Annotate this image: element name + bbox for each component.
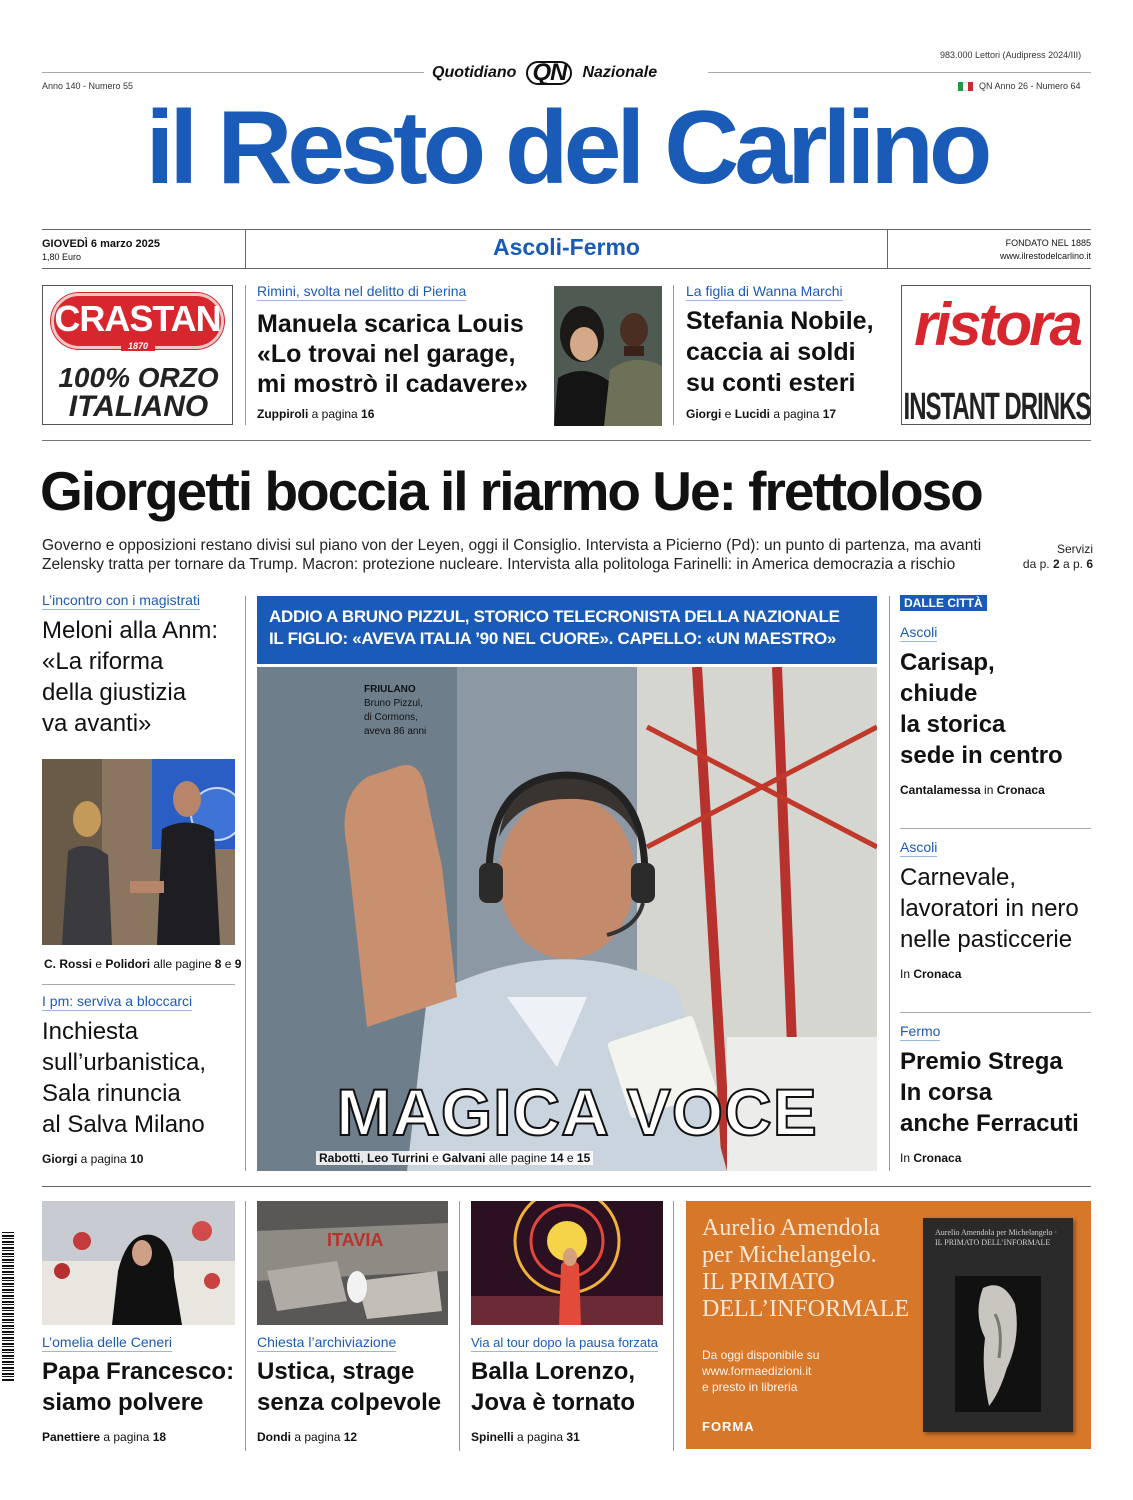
amendola-book-ad[interactable] xyxy=(686,1201,1091,1449)
ustica-wreck-drawing xyxy=(257,1201,448,1325)
caption-line-2: di Cormons, xyxy=(364,712,418,723)
services-pages: da p. 2 a p. 6 xyxy=(1022,557,1093,571)
pizzul-banner-line-2: IL FIGLIO: «AVEVA ITALIA ’90 NEL CUORE». CAPELLO: «UN MAESTRO» xyxy=(269,629,837,648)
masthead-title: il Resto del Carlino xyxy=(145,90,988,206)
couple-photo-drawing xyxy=(554,286,662,426)
jova-concert-drawing xyxy=(471,1201,663,1325)
top-left-story[interactable] xyxy=(257,283,547,428)
left-story-meloni[interactable] xyxy=(42,592,237,739)
carisap-headline-2: chiude xyxy=(900,680,978,707)
caption-line-3: aveva 86 anni xyxy=(364,726,427,737)
sala-headline-1: Inchiesta xyxy=(42,1018,139,1045)
left-story-sala[interactable] xyxy=(42,993,237,1166)
ustica-headline-1: Ustica, strage xyxy=(257,1358,415,1385)
book-cover xyxy=(923,1218,1073,1432)
caption-line-1: Bruno Pizzul, xyxy=(364,698,423,709)
amendola-info-3: e presto in libreria xyxy=(702,1380,798,1394)
meloni-photo xyxy=(42,759,235,945)
top-left-kicker: Rimini, svolta nel delitto di Pierina xyxy=(257,283,467,299)
ustica-headline-2: senza colpevole xyxy=(257,1389,442,1416)
jova-headline-1: Balla Lorenzo, xyxy=(471,1358,636,1385)
issue-price: 1,80 Euro xyxy=(42,252,82,262)
carisap-headline-4: sede in centro xyxy=(900,742,1063,769)
carisap-headline-1: Carisap, xyxy=(900,649,995,676)
barcode xyxy=(2,1232,14,1382)
dalle-citta-label: DALLE CITTÀ xyxy=(900,595,987,611)
ristora-ad[interactable] xyxy=(901,285,1091,429)
sala-kicker: I pm: serviva a bloccarci xyxy=(42,993,193,1009)
founded-year: FONDATO NEL 1885 xyxy=(1005,238,1091,248)
amendola-title-2: per Michelangelo. xyxy=(702,1242,877,1268)
pizzul-banner-line-1: ADDIO A BRUNO PIZZUL, STORICO TELECRONISTA DELLA NAZIONALE xyxy=(269,607,840,626)
right-story-carnevale[interactable] xyxy=(900,839,1091,981)
pizzul-banner[interactable] xyxy=(257,596,877,664)
sala-headline-3: Sala rinuncia xyxy=(42,1080,181,1107)
ceneri-drawing xyxy=(42,1201,235,1325)
papa-headline-1: Papa Francesco: xyxy=(42,1358,235,1385)
right-story-strega[interactable] xyxy=(900,1023,1091,1165)
ustica-kicker: Chiesta l’archiviazione xyxy=(257,1334,397,1350)
sala-byline: Giorgi a pagina 10 xyxy=(42,1152,144,1166)
main-subheadline-1: Governo e opposizioni restano divisi sul piano von der Leyen, oggi il Consiglio. Intervista a Picierno (Pd): un punto di partenza, ma avanti xyxy=(42,537,982,554)
qn-logo: QN xyxy=(526,61,572,85)
carnevale-byline: In Cronaca xyxy=(900,967,962,981)
amendola-title-1: Aurelio Amendola xyxy=(702,1215,880,1241)
main-subheadline-2: Zelensky tratta per tornare da Trump. Macron: protezione nucleare. Intervista alla politologa Farinelli: in America democrazia a rischio xyxy=(42,556,956,573)
jova-headline-2: Jova è tornato xyxy=(471,1389,636,1416)
bottom-story-ustica[interactable] xyxy=(257,1334,457,1444)
ustica-photo xyxy=(257,1201,448,1325)
ustica-byline: Dondi a pagina 12 xyxy=(257,1430,358,1444)
amendola-info-1: Da oggi disponibile su xyxy=(702,1348,820,1362)
main-headline[interactable]: Giorgetti boccia il riarmo Ue: frettoloso xyxy=(40,460,982,522)
meloni-headline-4: va avanti» xyxy=(42,710,152,737)
pizzul-credits: Rabotti, Leo Turrini e Galvani alle pagine 14 e 15 xyxy=(316,1151,593,1165)
ristora-subtitle: INSTANT DRINKS xyxy=(903,385,1091,429)
top-right-headline-1: Stefania Nobile, xyxy=(686,307,874,335)
papa-kicker: L’omelia delle Ceneri xyxy=(42,1334,172,1350)
meloni-kicker: L’incontro con i magistrati xyxy=(42,592,200,608)
strega-headline-1: Premio Strega xyxy=(900,1048,1063,1075)
qn-right-text: Nazionale xyxy=(582,64,658,81)
amendola-info-2[interactable]: www.formaedizioni.it xyxy=(702,1364,812,1378)
meloni-headline-3: della giustizia xyxy=(42,679,187,706)
strega-byline: In Cronaca xyxy=(900,1151,962,1165)
top-left-headline-2: «Lo trovai nel garage, xyxy=(257,340,516,368)
year-issue: Anno 140 - Numero 55 xyxy=(42,81,134,91)
papa-headline-2: siamo polvere xyxy=(42,1389,204,1416)
right-story-carisap[interactable] xyxy=(900,624,1091,797)
svg-text:ITAVIA: ITAVIA xyxy=(327,1230,384,1250)
meloni-anm-drawing xyxy=(42,759,235,945)
magica-voce-title[interactable]: MAGICA VOCE xyxy=(336,1075,818,1149)
top-right-headline-3: su conti esteri xyxy=(686,369,856,397)
carisap-headline-3: la storica xyxy=(900,711,1006,738)
readers-count: 983.000 Lettori (Audipress 2024/III) xyxy=(940,50,1082,60)
sala-headline-4: al Salva Milano xyxy=(42,1111,205,1138)
crastan-tagline-1: 100% ORZO xyxy=(58,362,219,393)
top-right-kicker: La figlia di Wanna Marchi xyxy=(686,283,843,299)
meloni-headline-1: Meloni alla Anm: xyxy=(42,617,219,644)
carnevale-kicker: Ascoli xyxy=(900,839,938,855)
crastan-ad[interactable] xyxy=(42,285,233,425)
website-link[interactable]: www.ilrestodelcarlino.it xyxy=(999,251,1091,261)
forma-logo: FORMA xyxy=(702,1419,755,1434)
top-left-headline-1: Manuela scarica Louis xyxy=(257,310,524,338)
sculpture-drawing xyxy=(923,1218,1073,1432)
issue-date: GIOVEDÌ 6 marzo 2025 xyxy=(42,238,160,250)
top-right-headline-2: caccia ai soldi xyxy=(686,338,856,366)
top-right-story[interactable] xyxy=(686,283,891,428)
amendola-title-4: DELL’INFORMALE xyxy=(702,1296,910,1322)
book-cover-text: Aurelio Amendola per Michelangelo · IL PRIMATO DELL’INFORMALE xyxy=(935,1228,1058,1247)
qn-left-text: Quotidiano xyxy=(432,64,517,81)
crastan-year: 1870 xyxy=(121,341,155,351)
qn-header xyxy=(432,60,702,86)
jova-byline: Spinelli a pagina 31 xyxy=(471,1430,580,1444)
bottom-story-jova[interactable] xyxy=(471,1334,671,1444)
meloni-headline-2: «La riforma xyxy=(42,648,164,675)
qn-issue: QN Anno 26 - Numero 64 xyxy=(979,81,1081,91)
jova-photo xyxy=(471,1201,663,1325)
carnevale-headline-3: nelle pasticcerie xyxy=(900,926,1073,953)
top-left-byline: Zuppiroli a pagina 16 xyxy=(257,407,375,421)
sala-headline-2: sull’urbanistica, xyxy=(42,1049,207,1076)
top-right-byline: Giorgi e Lucidi a pagina 17 xyxy=(686,407,837,421)
carnevale-headline-1: Carnevale, xyxy=(900,864,1017,891)
papa-photo xyxy=(42,1201,235,1325)
carisap-byline: Cantalamessa in Cronaca xyxy=(900,783,1045,797)
caption-title: FRIULANO xyxy=(364,684,416,695)
top-story-photo xyxy=(554,286,662,426)
strega-headline-2: In corsa xyxy=(900,1079,993,1106)
services-label: Servizi xyxy=(1056,542,1093,556)
papa-byline: Panettiere a pagina 18 xyxy=(42,1430,167,1444)
ristora-brand: ristora xyxy=(914,291,1080,358)
strega-headline-3: anche Ferracuti xyxy=(900,1110,1079,1137)
amendola-title-3: IL PRIMATO xyxy=(702,1269,835,1295)
photo-caption xyxy=(364,683,484,739)
crastan-tagline-2: ITALIANO xyxy=(68,390,209,423)
carnevale-headline-2: lavoratori in nero xyxy=(900,895,1079,922)
top-left-headline-3: mi mostrò il cadavere» xyxy=(257,370,528,398)
strega-kicker: Fermo xyxy=(900,1023,941,1039)
meloni-byline: C. Rossi e Polidori alle pagine 8 e 9 xyxy=(44,957,242,971)
jova-kicker: Via al tour dopo la pausa forzata xyxy=(471,1335,658,1350)
bottom-story-papa[interactable] xyxy=(42,1334,242,1444)
crastan-brand: CRASTAN xyxy=(54,298,221,339)
edition-name: Ascoli-Fermo xyxy=(493,234,640,260)
carisap-kicker: Ascoli xyxy=(900,624,938,640)
